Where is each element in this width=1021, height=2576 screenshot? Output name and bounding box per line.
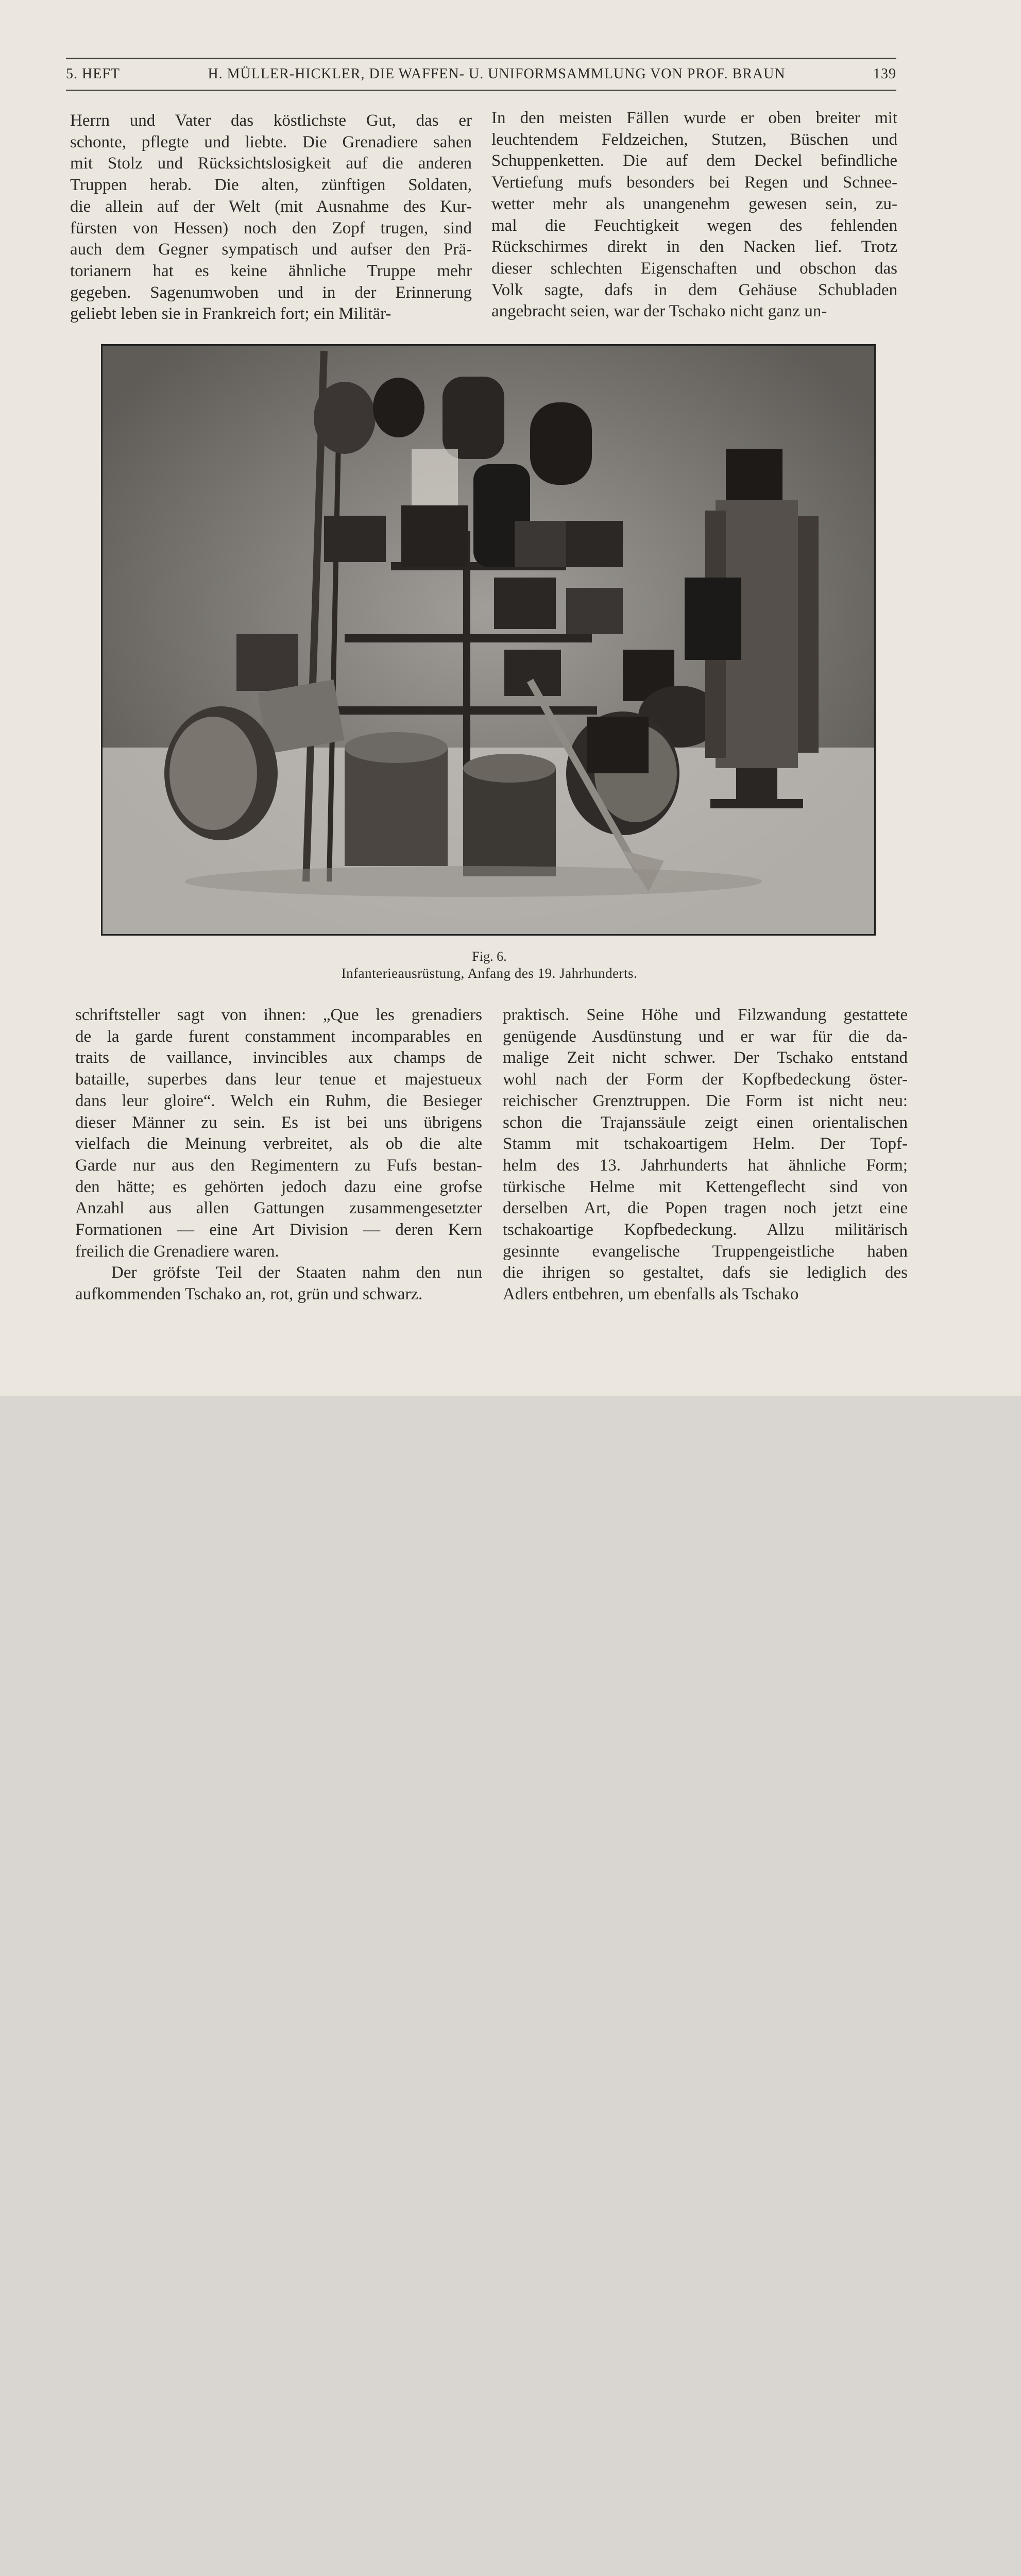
text-line: Schuppenketten. Die auf dem Deckel befindliche bbox=[491, 151, 897, 171]
text-line: aufkommenden Tschako an, rot, grün und schwarz. bbox=[75, 1285, 423, 1304]
text-line: Rückschirmes direkt in den Nacken lief. Trotz bbox=[491, 238, 897, 257]
text-line: Volk sagte, dafs in dem Gehäuse Schubladen bbox=[491, 280, 897, 299]
text-line: In den meisten Fällen wurde er oben breiter mit bbox=[491, 109, 897, 127]
text-line: die allein auf der Welt (mit Ausnahme des Kur- bbox=[70, 197, 472, 216]
text-line: Garde nur aus den Regimentern zu Fufs bestan- bbox=[75, 1156, 482, 1175]
text-line: Der gröfste Teil der Staaten nahm den nun bbox=[111, 1263, 482, 1282]
running-header bbox=[66, 58, 896, 91]
text-line: traits de vaillance, invincibles aux champs de bbox=[75, 1048, 482, 1067]
text-column-bottom-right bbox=[503, 1005, 908, 1306]
text-line: Vertiefung mufs besonders bei Regen und Schnee- bbox=[491, 173, 897, 192]
text-line: bataille, superbes dans leur tenue et majestueux bbox=[75, 1070, 482, 1089]
text-line: schriftsteller sagt von ihnen: „Que les grenadiers bbox=[75, 1006, 482, 1024]
issue-number: 5. HEFT bbox=[66, 66, 120, 82]
text-line: dans leur gloire“. Welch ein Ruhm, die Besieger bbox=[75, 1091, 482, 1110]
figure-label: Fig. 6. bbox=[472, 949, 507, 964]
text-line: leuchtendem Feldzeichen, Stutzen, Büschen und bbox=[491, 130, 897, 149]
text-line: geliebt leben sie in Frankreich fort; ein Militär- bbox=[70, 304, 392, 324]
text-line: die ihrigen so gestaltet, dafs sie lediglich des bbox=[503, 1263, 908, 1282]
text-line: Truppen herab. Die alten, zünftigen Soldaten, bbox=[70, 176, 472, 195]
text-line: helm des 13. Jahrhunderts hat ähnliche Form; bbox=[503, 1156, 908, 1175]
figure-caption: Infanterieausrüstung, Anfang des 19. Jahrhunderts. bbox=[341, 965, 638, 981]
text-line: mal die Feuchtigkeit wegen des fehlenden bbox=[491, 216, 897, 235]
text-line: schonte, pflegte und liebte. Die Grenadiere sahen bbox=[70, 132, 472, 151]
text-line: Formationen — eine Art Division — deren Kern bbox=[75, 1221, 482, 1240]
text-line: türkische Helme mit Kettengeflecht sind von bbox=[503, 1177, 908, 1196]
text-line: reichischer Grenztruppen. Die Form ist nicht neu: bbox=[503, 1091, 908, 1110]
text-line: schon die Trajanssäule zeigt einen orientalischen bbox=[503, 1113, 908, 1132]
digitization-footer bbox=[0, 1396, 1021, 1468]
text-line: Anzahl aus allen Gattungen zusammengesetzter bbox=[75, 1199, 482, 1218]
text-column-top-left bbox=[70, 110, 472, 325]
text-column-bottom-left bbox=[75, 1005, 482, 1306]
text-line: auch dem Gegner sympatisch und aufser den Prä- bbox=[70, 240, 472, 259]
text-line: malige Zeit nicht schwer. Der Tschako entstand bbox=[503, 1048, 908, 1067]
text-line: wohl nach der Form der Kopfbedeckung öster- bbox=[503, 1070, 908, 1089]
text-line: genügende Ausdünstung und er war für die da- bbox=[503, 1027, 908, 1046]
text-line: dieser schlechten Eigenschaften und obschon das bbox=[491, 259, 897, 278]
figure-photograph bbox=[101, 344, 876, 936]
paragraph-tschako bbox=[75, 1262, 482, 1305]
infantry-equipment-photo bbox=[103, 346, 874, 934]
text-line: freilich die Grenadiere waren. bbox=[75, 1242, 279, 1261]
text-line: wetter mehr als unangenehm gewesen sein, zu- bbox=[491, 194, 897, 213]
text-line: dieser Männer zu sein. Es ist bei uns übrigens bbox=[75, 1113, 482, 1132]
text-line: tschakoartige Kopfbedeckung. Allzu militärisch bbox=[503, 1221, 908, 1240]
text-line: Adlers entbehren, um ebenfalls als Tschako bbox=[503, 1285, 799, 1304]
running-title: H. MÜLLER-HICKLER, DIE WAFFEN- U. UNIFORMSAMMLUNG VON PROF. BRAUN bbox=[208, 66, 786, 82]
text-line: den hätte; es gehörten jedoch dazu eine grofse bbox=[75, 1177, 482, 1196]
text-line: Stamm mit tschakoartigem Helm. Der Topf- bbox=[503, 1134, 908, 1154]
text-line: torianern hat es keine ähnliche Truppe mehr bbox=[70, 261, 472, 280]
text-line: vielfach die Meinung verbreitet, als ob die alte bbox=[75, 1134, 482, 1154]
text-line: angebracht seien, war der Tschako nicht ganz un- bbox=[491, 302, 827, 321]
text-line: mit Stolz und Rücksichtslosigkeit auf die anderen bbox=[70, 154, 472, 173]
page-number: 139 bbox=[873, 66, 896, 82]
text-line: derselben Art, die Popen tragen noch jetzt eine bbox=[503, 1199, 908, 1218]
text-line: gesinnte evangelische Truppengeistliche haben bbox=[503, 1242, 908, 1261]
text-line: Herrn und Vater das köstlichste Gut, das er bbox=[70, 111, 472, 130]
text-line: de la garde furent constamment incomparables en bbox=[75, 1027, 482, 1046]
paragraph-grenadiers bbox=[75, 1005, 482, 1262]
text-line: fürsten von Hessen) noch den Zopf trugen, sind bbox=[70, 218, 472, 238]
text-column-top-right bbox=[491, 108, 897, 323]
text-line: praktisch. Seine Höhe und Filzwandung gestattete bbox=[503, 1006, 908, 1024]
text-line: gegeben. Sagenumwoben und in der Erinnerung bbox=[70, 283, 472, 302]
